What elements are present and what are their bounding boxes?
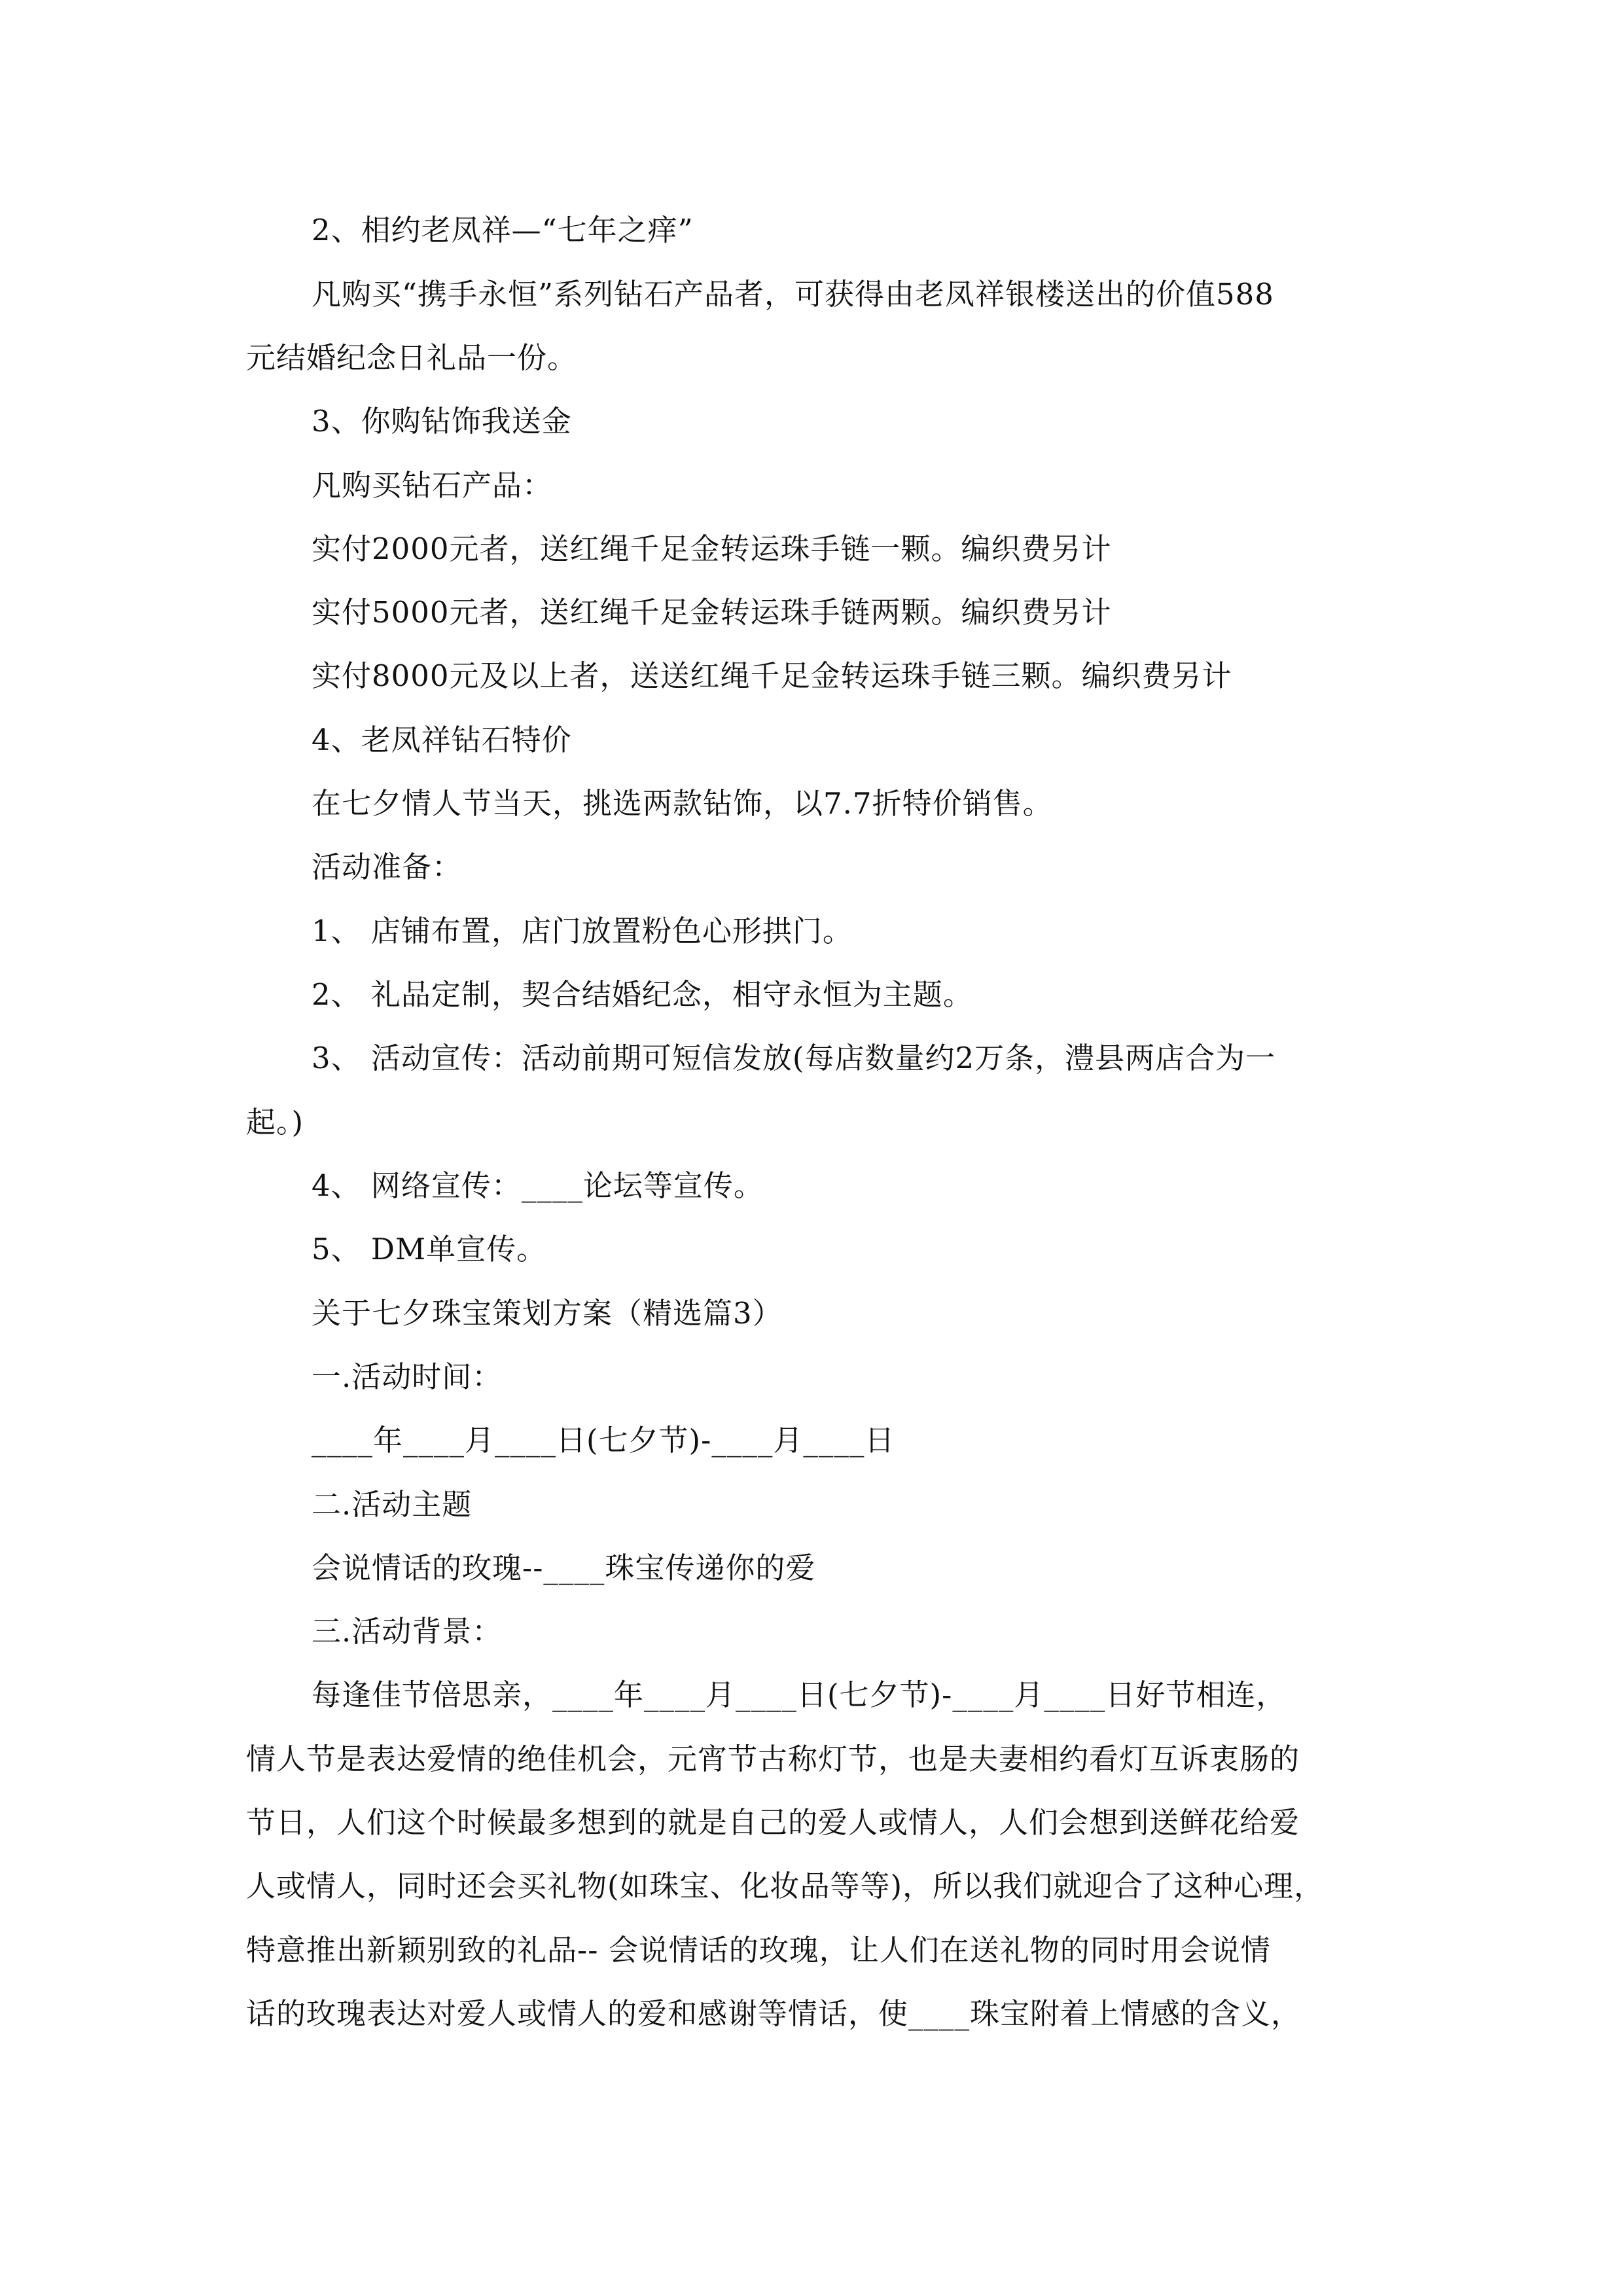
paragraph-line: 情人节是表达爱情的绝佳机会，元宵节古称灯节，也是夫妻相约看灯互诉衷肠的: [246, 1742, 1300, 1776]
paragraph-line: 话的玫瑰表达对爱人或情人的爱和感谢等情话，使____珠宝附着上情感的含义，: [246, 1996, 1302, 2031]
paragraph-line: 元结婚纪念日礼品一份。: [246, 340, 578, 375]
paragraph-line: 节日，人们这个时候最多想到的就是自己的爱人或情人，人们会想到送鲜花给爱: [246, 1805, 1300, 1840]
list-item-continuation: 起。): [246, 1105, 304, 1139]
heading-activity-background: 三.活动背景：: [312, 1614, 503, 1649]
paragraph-line: 实付5000元者，送红绳千足金转运珠手链两颗。编织费另计: [312, 595, 1112, 630]
list-item: 1、 店铺布置，店门放置粉色心形拱门。: [312, 914, 853, 948]
paragraph-line: 每逢佳节倍思亲，____年____月____日(七夕节)-____月____日好节相连，: [312, 1677, 1287, 1712]
heading-activity-theme: 二.活动主题: [312, 1487, 473, 1522]
heading-section-3: 3、你购钻饰我送金: [312, 404, 572, 439]
list-item: 2、 礼品定制，契合结婚纪念，相守永恒为主题。: [312, 977, 973, 1012]
list-item: 5、 DM单宣传。: [312, 1232, 547, 1266]
heading-preparation: 活动准备：: [312, 850, 463, 884]
paragraph-line: 实付8000元及以上者，送送红绳千足金转运珠手链三颗。编织费另计: [312, 658, 1232, 693]
heading-activity-time: 一.活动时间：: [312, 1359, 503, 1394]
list-item: 4、 网络宣传：____论坛等宣传。: [312, 1168, 764, 1203]
paragraph-line: 实付2000元者，送红绳千足金转运珠手链一颗。编织费另计: [312, 531, 1112, 566]
list-item: 3、 活动宣传：活动前期可短信发放(每店数量约2万条，澧县两店合为一: [312, 1041, 1276, 1075]
paragraph-line: 在七夕情人节当天，挑选两款钻饰，以7.7折特价销售。: [312, 786, 1053, 821]
paragraph-line: 会说情话的玫瑰--____珠宝传递你的爱: [312, 1551, 816, 1585]
paragraph-line: 人或情人，同时还会买礼物(如珠宝、化妆品等等)，所以我们就迎合了这种心理，: [246, 1869, 1325, 1903]
paragraph-line: 特意推出新颖别致的礼品-- 会说情话的玫瑰，让人们在送礼物的同时用会说情: [246, 1933, 1271, 1967]
heading-section-2: 2、相约老凤祥—“七年之痒”: [312, 213, 694, 247]
paragraph-line: 凡购买“携手永恒”系列钻石产品者，可获得由老凤祥银楼送出的价值588: [312, 277, 1274, 312]
heading-section-4: 4、老凤祥钻石特价: [312, 723, 572, 757]
paragraph-line: ____年____月____日(七夕节)-____月____日: [312, 1423, 895, 1458]
section-title: 关于七夕珠宝策划方案（精选篇3）: [312, 1296, 783, 1331]
paragraph-line: 凡购买钻石产品：: [312, 468, 553, 503]
